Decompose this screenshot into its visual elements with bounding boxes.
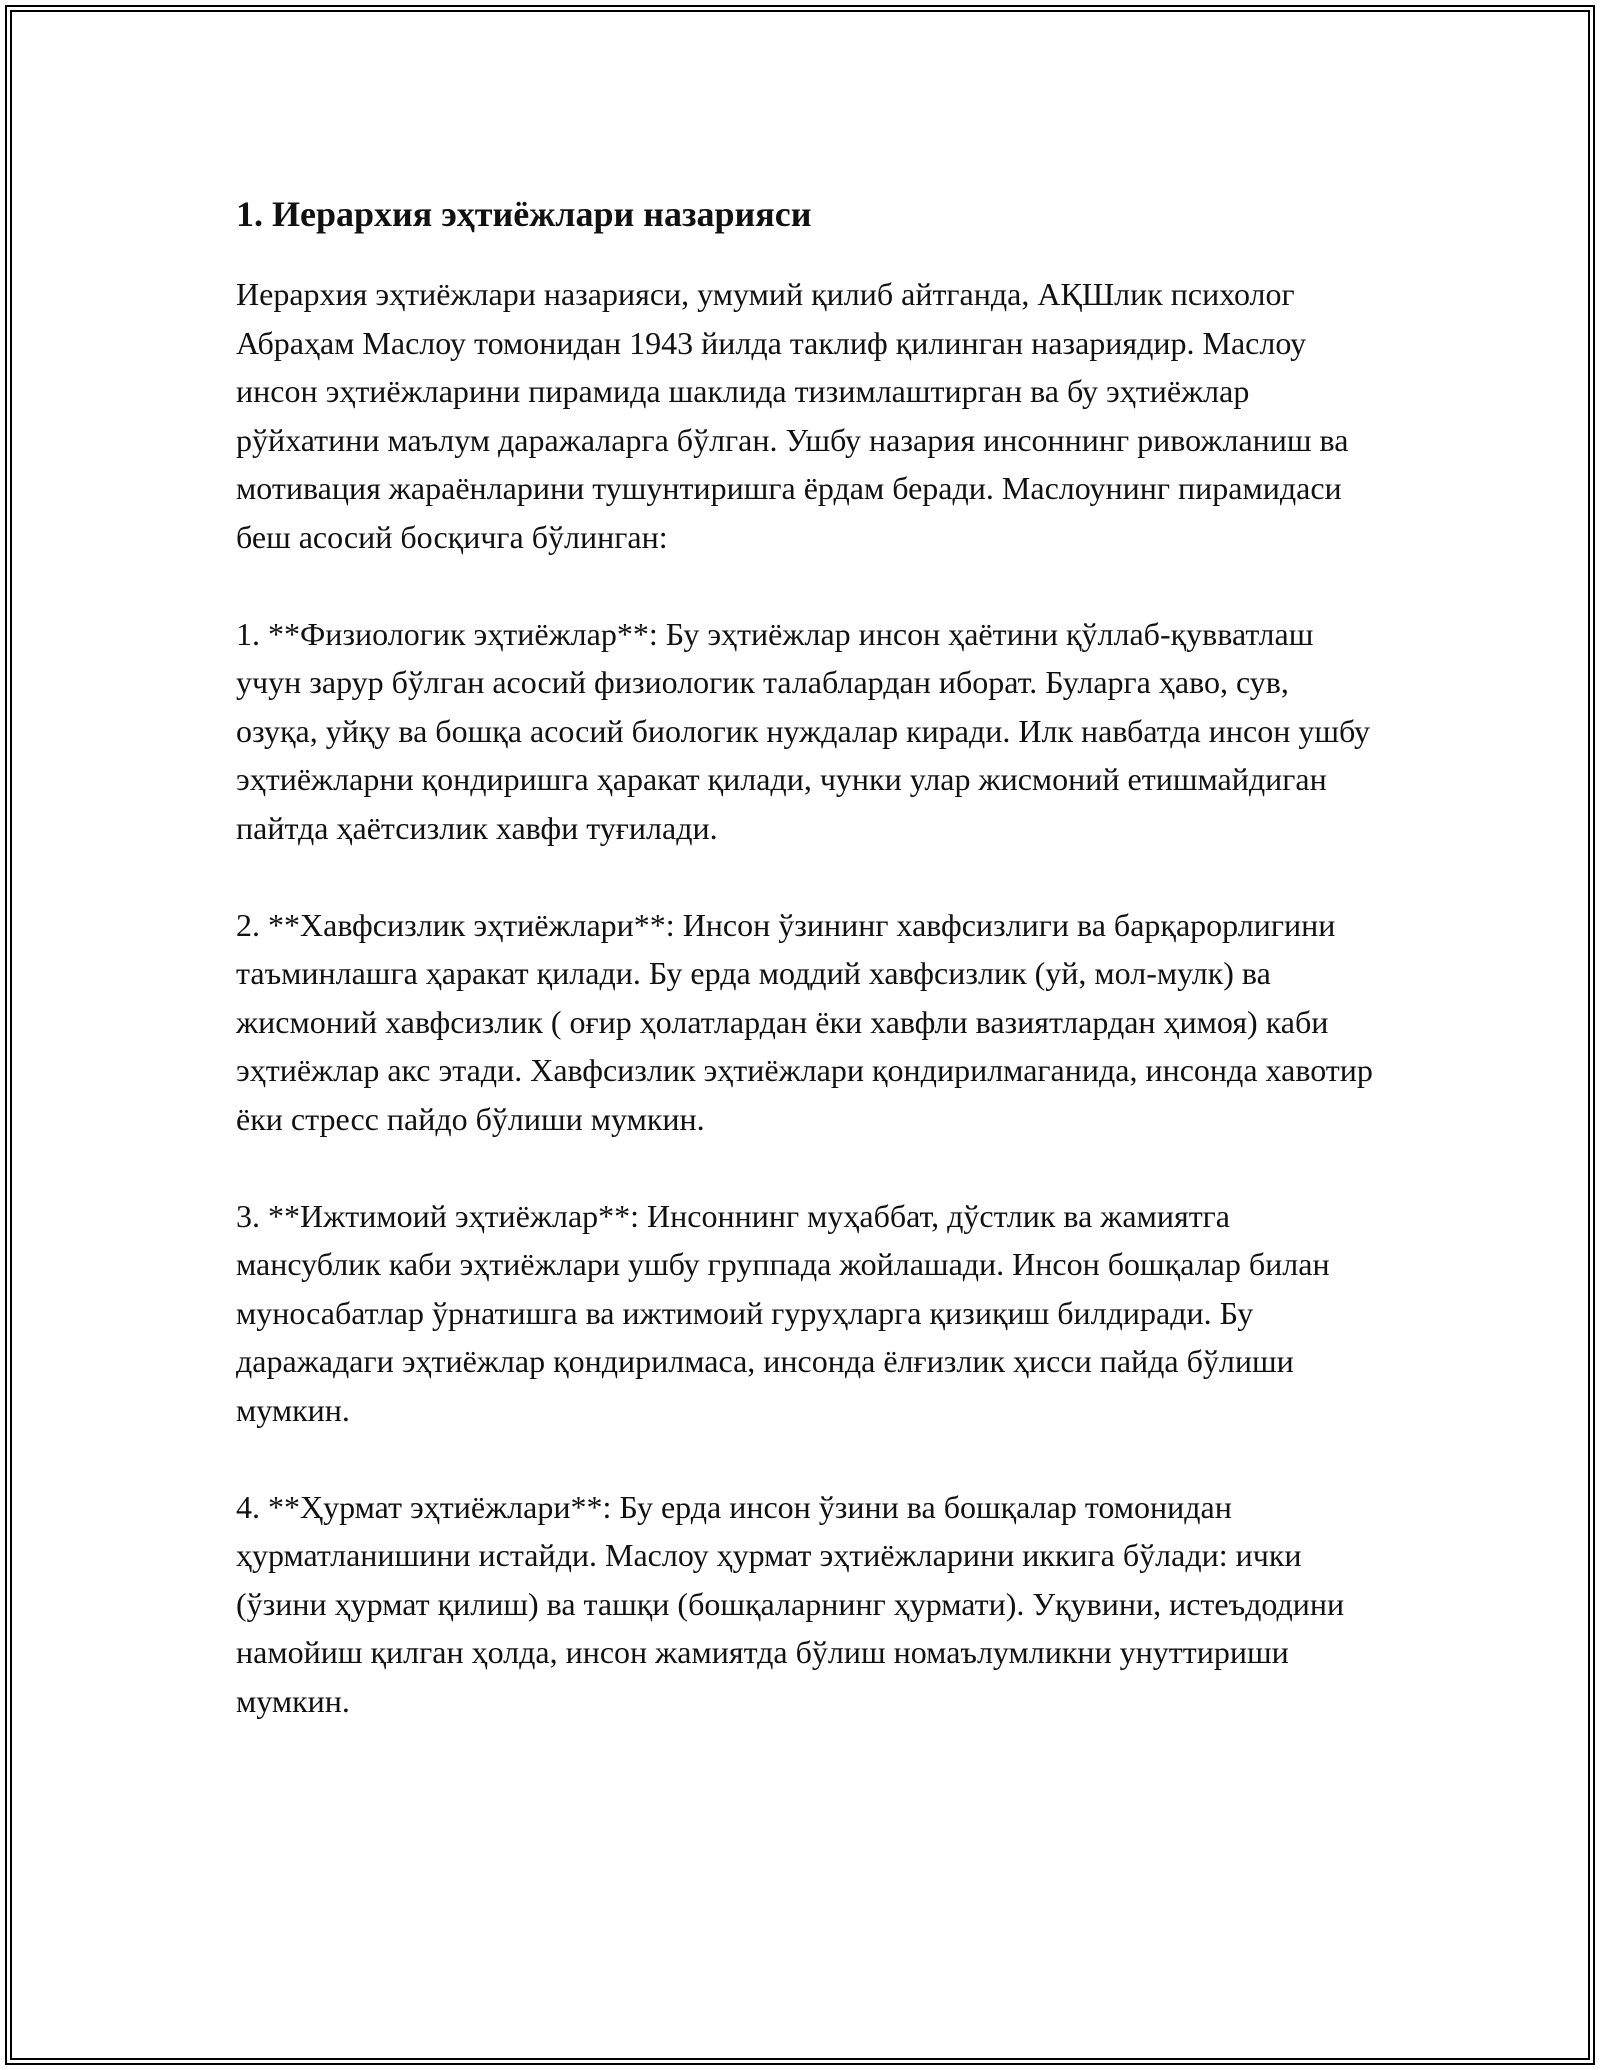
paragraph-physiological-needs: 1. **Физиологик эҳтиёжлар**: Бу эҳтиёжлар инсон ҳаётини қўллаб-қувватлаш учун зарур бўлган асосий физиологик талаблардан иборат. Буларга ҳаво, сув, озуқа, уйқу ва бошқа асосий биологик нуждалар киради. Илк навбатда инсон ушбу эҳтиёжларни қондиришга ҳаракат қилади, чунки улар жисмоний етишмайдиган пайтда ҳаётсизлик хавфи туғилади.: [236, 615, 1371, 846]
section-heading: 1. Иерархия эҳтиёжлари назарияси: [236, 194, 812, 234]
paragraph-social-needs: 3. **Ижтимоий эҳтиёжлар**: Инсоннинг муҳаббат, дўстлик ва жамиятга мансублик каби эҳтиёжлари ушбу группада жойлашади. Инсон бошқалар билан муносабатлар ўрнатишга ва ижтимоий гуруҳларга қизиқиш билдиради. Бу даражадаги эҳтиёжлар қондирилмаса, инсонда ёлғизлик ҳисси пайда бўлиши мумкин.: [236, 1197, 1330, 1428]
intro-paragraph: Иерархия эҳтиёжлари назарияси, умумий қилиб айтганда, АҚШлик психолог Абраҳам Маслоу томонидан 1943 йилда таклиф қилинган назариядир. Маслоу инсон эҳтиёжларини пирамида шаклида тизимлаштирган ва бу эҳтиёжлар рўйхатини маълум даражаларга бўлган. Ушбу назария инсоннинг ривожланиш ва мотивация жараёнларини тушунтиришга ёрдам беради. Маслоунинг пирамидаси беш асосий босқичга бўлинган:: [236, 276, 1349, 555]
document-body: [236, 186, 1376, 1774]
paragraph-safety-needs: 2. **Хавфсизлик эҳтиёжлари**: Инсон ўзининг хавфсизлиги ва барқарорлигини таъминлашга ҳаракат қилади. Бу ерда моддий хавфсизлик (уй, мол-мулк) ва жисмоний хавфсизлик ( оғир ҳолатлардан ёки хавфли вазиятлардан ҳимоя) каби эҳтиёжлар акс этади. Хавфсизлик эҳтиёжлари қондирилмаганида, инсонда хавотир ёки стресс пайдо бўлиши мумкин.: [236, 906, 1373, 1137]
paragraph-esteem-needs: 4. **Ҳурмат эҳтиёжлари**: Бу ерда инсон ўзини ва бошқалар томонидан ҳурматланишини истайди. Маслоу ҳурмат эҳтиёжларини иккига бўлади: ички (ўзини ҳурмат қилиш) ва ташқи (бошқаларнинг ҳурмати). Уқувини, истеъдодини намойиш қилган ҳолда, инсон жамиятда бўлиш номаълумликни унуттириши мумкин.: [236, 1488, 1345, 1719]
